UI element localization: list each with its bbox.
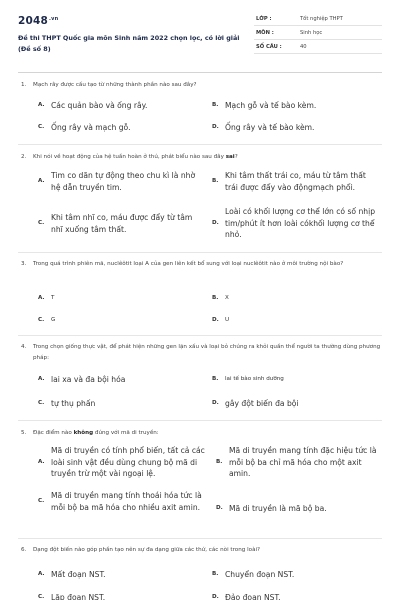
option-d[interactable] bbox=[212, 315, 380, 327]
info-key: MÔN : bbox=[256, 30, 274, 36]
option-d[interactable] bbox=[212, 206, 380, 241]
option-b[interactable] bbox=[212, 100, 380, 112]
option-label: B. bbox=[212, 102, 219, 108]
exam-info-table bbox=[254, 12, 382, 54]
option-label: D. bbox=[212, 124, 219, 130]
exam-header bbox=[18, 12, 382, 74]
option-a[interactable] bbox=[38, 293, 203, 305]
question-text: Trong chọn giống thực vật, để phát hiện những gen lặn xấu và loại bỏ chúng ra khỏi quần thể người ta thường dùng phương pháp: bbox=[33, 344, 381, 361]
option-label: D. bbox=[212, 219, 219, 226]
info-value: Tốt nghiệp THPT bbox=[300, 16, 343, 22]
option-text: T bbox=[51, 295, 55, 301]
question-2 bbox=[18, 152, 382, 252]
info-value: 40 bbox=[300, 44, 307, 50]
option-text: G bbox=[51, 317, 56, 323]
question-4 bbox=[18, 342, 382, 417]
question-stem bbox=[18, 545, 382, 556]
option-text: Mã di truyền mang tính thoái hóa tức là mỗi bộ ba mã hóa cho nhiều axit amin. bbox=[51, 491, 202, 512]
option-text: Chuyển đoạn NST. bbox=[225, 570, 295, 579]
question-stem bbox=[18, 152, 382, 163]
option-text: Tim co dãn tự động theo chu kì là nhờ hệ dẫn truyền tim. bbox=[51, 171, 196, 192]
option-a[interactable] bbox=[38, 569, 203, 581]
option-d[interactable] bbox=[212, 122, 380, 134]
info-row-subject bbox=[254, 26, 382, 40]
option-text: Khi tâm nhĩ co, máu được đẩy từ tâm nhĩ xuống tâm thất. bbox=[51, 213, 193, 234]
option-label: C. bbox=[38, 400, 45, 406]
exam-title: Đề thi THPT Quốc gia môn Sinh năm 2022 chọn lọc, có lời giải (Đề số 8) bbox=[18, 34, 240, 53]
option-label: B. bbox=[212, 376, 219, 382]
question-number: 5. bbox=[21, 430, 27, 436]
question-5 bbox=[18, 428, 382, 536]
question-6 bbox=[18, 545, 382, 600]
question-text: Mạch rây được cấu tạo từ những thành phần nào sau đây? bbox=[33, 82, 197, 88]
option-c[interactable] bbox=[38, 122, 203, 134]
option-label: A. bbox=[38, 458, 45, 465]
option-text: Mất đoạn NST. bbox=[51, 570, 106, 579]
question-stem bbox=[18, 342, 382, 363]
option-label: A. bbox=[38, 295, 45, 301]
option-text: lai tế bào sinh dưỡng bbox=[225, 376, 284, 382]
question-number: 1. bbox=[21, 82, 27, 88]
logo-text: 2048 bbox=[18, 15, 49, 27]
option-text: Mã di truyền có tính phổ biến, tất cả các loài sinh vật đều dùng chung bộ mã di truyền trừ một vài ngoại lệ. bbox=[51, 446, 205, 478]
emphasis-text: không bbox=[73, 430, 94, 436]
option-label: B. bbox=[212, 571, 219, 577]
header-divider bbox=[18, 72, 382, 73]
option-text: tự thụ phấn bbox=[51, 399, 96, 408]
option-d[interactable] bbox=[216, 503, 380, 515]
option-text: Mã di truyền mang tính đặc hiệu tức là mỗi bộ ba chỉ mã hóa cho một axit amin. bbox=[229, 446, 377, 478]
question-text: Dạng đột biến nào góp phần tạo nên sự đa dạng giữa các thứ, các nòi trong loài? bbox=[33, 547, 261, 553]
option-a[interactable] bbox=[38, 170, 203, 193]
option-b[interactable] bbox=[212, 569, 380, 581]
info-row-class bbox=[254, 12, 382, 26]
option-text: Loài có khối lượng cơ thể lớn có số nhịp tim/phút ít hơn loài cókhối lượng cơ thể nhỏ. bbox=[225, 207, 376, 239]
option-b[interactable] bbox=[212, 170, 380, 193]
question-number: 6. bbox=[21, 547, 27, 553]
option-text: Mạch gỗ và tế bào kèm. bbox=[225, 101, 317, 110]
option-text: Khi tâm thất trái co, máu từ tâm thất trái được đẩy vào độngmạch phổi. bbox=[225, 171, 366, 192]
option-c[interactable] bbox=[38, 212, 203, 235]
option-label: A. bbox=[38, 376, 45, 382]
question-divider bbox=[18, 252, 382, 253]
option-label: D. bbox=[212, 594, 219, 600]
info-value: Sinh học bbox=[300, 30, 323, 36]
option-label: B. bbox=[212, 295, 219, 301]
question-stem bbox=[18, 428, 382, 439]
question-divider bbox=[18, 144, 382, 145]
option-c[interactable] bbox=[38, 490, 213, 513]
option-label: B. bbox=[216, 458, 223, 465]
option-label: C. bbox=[38, 497, 45, 504]
option-label: A. bbox=[38, 177, 45, 184]
question-divider bbox=[18, 420, 382, 421]
question-3 bbox=[18, 259, 382, 334]
logo-suffix: .vn bbox=[49, 15, 59, 22]
option-a[interactable] bbox=[38, 100, 203, 112]
option-text: lai xa và đa bội hóa bbox=[51, 375, 126, 384]
question-text: Trong quá trình phiên mã, nuclêôtit loại A của gen liên kết bổ sung với loại nuclêôtit nào ở môi trường nội bào? bbox=[33, 261, 344, 267]
info-row-count bbox=[254, 40, 382, 54]
option-c[interactable] bbox=[38, 315, 203, 327]
emphasis-text: sai bbox=[225, 154, 235, 160]
option-text: Các quản bào và ống rây. bbox=[51, 101, 148, 110]
info-key: LỚP : bbox=[256, 16, 272, 22]
option-text: Ống rây và tế bào kèm. bbox=[225, 123, 315, 132]
option-a[interactable] bbox=[38, 374, 203, 386]
option-label: D. bbox=[212, 317, 219, 323]
option-text: U bbox=[225, 317, 230, 323]
option-b[interactable] bbox=[216, 445, 380, 480]
info-key: SỐ CÂU : bbox=[256, 44, 282, 50]
option-label: A. bbox=[38, 571, 45, 577]
option-label: D. bbox=[216, 505, 223, 511]
question-divider bbox=[18, 335, 382, 336]
question-stem bbox=[18, 80, 382, 91]
option-d[interactable] bbox=[212, 398, 380, 410]
option-text: Lặp đoạn NST. bbox=[51, 593, 106, 600]
question-divider bbox=[18, 538, 382, 539]
question-number: 3. bbox=[21, 261, 27, 267]
option-c[interactable] bbox=[38, 592, 203, 600]
option-label: C. bbox=[38, 124, 45, 130]
question-1 bbox=[18, 80, 382, 142]
option-label: C. bbox=[38, 594, 45, 600]
question-text: Đặc điểm nào không đúng với mã di truyền: bbox=[33, 430, 159, 436]
option-d[interactable] bbox=[212, 592, 380, 600]
question-stem bbox=[18, 259, 382, 270]
option-text: gây đột biến đa bội bbox=[225, 399, 299, 408]
option-label: C. bbox=[38, 219, 45, 226]
option-text: Đảo đoạn NST. bbox=[225, 593, 281, 600]
option-label: C. bbox=[38, 317, 45, 323]
option-text: Mã di truyền là mã bộ ba. bbox=[229, 504, 327, 513]
question-number: 4. bbox=[21, 344, 27, 350]
question-number: 2. bbox=[21, 154, 27, 160]
option-text: Ống rây và mạch gỗ. bbox=[51, 123, 131, 132]
option-label: A. bbox=[38, 102, 45, 108]
option-text: X bbox=[225, 295, 229, 301]
option-b[interactable] bbox=[212, 374, 380, 386]
option-b[interactable] bbox=[212, 293, 380, 305]
site-logo[interactable] bbox=[18, 15, 58, 27]
option-a[interactable] bbox=[38, 445, 213, 480]
option-label: B. bbox=[212, 177, 219, 184]
option-label: D. bbox=[212, 400, 219, 406]
option-c[interactable] bbox=[38, 398, 203, 410]
question-text: Khi nói về hoạt động của hệ tuần hoàn ở thú, phát biểu nào sau đây sai? bbox=[33, 154, 238, 160]
